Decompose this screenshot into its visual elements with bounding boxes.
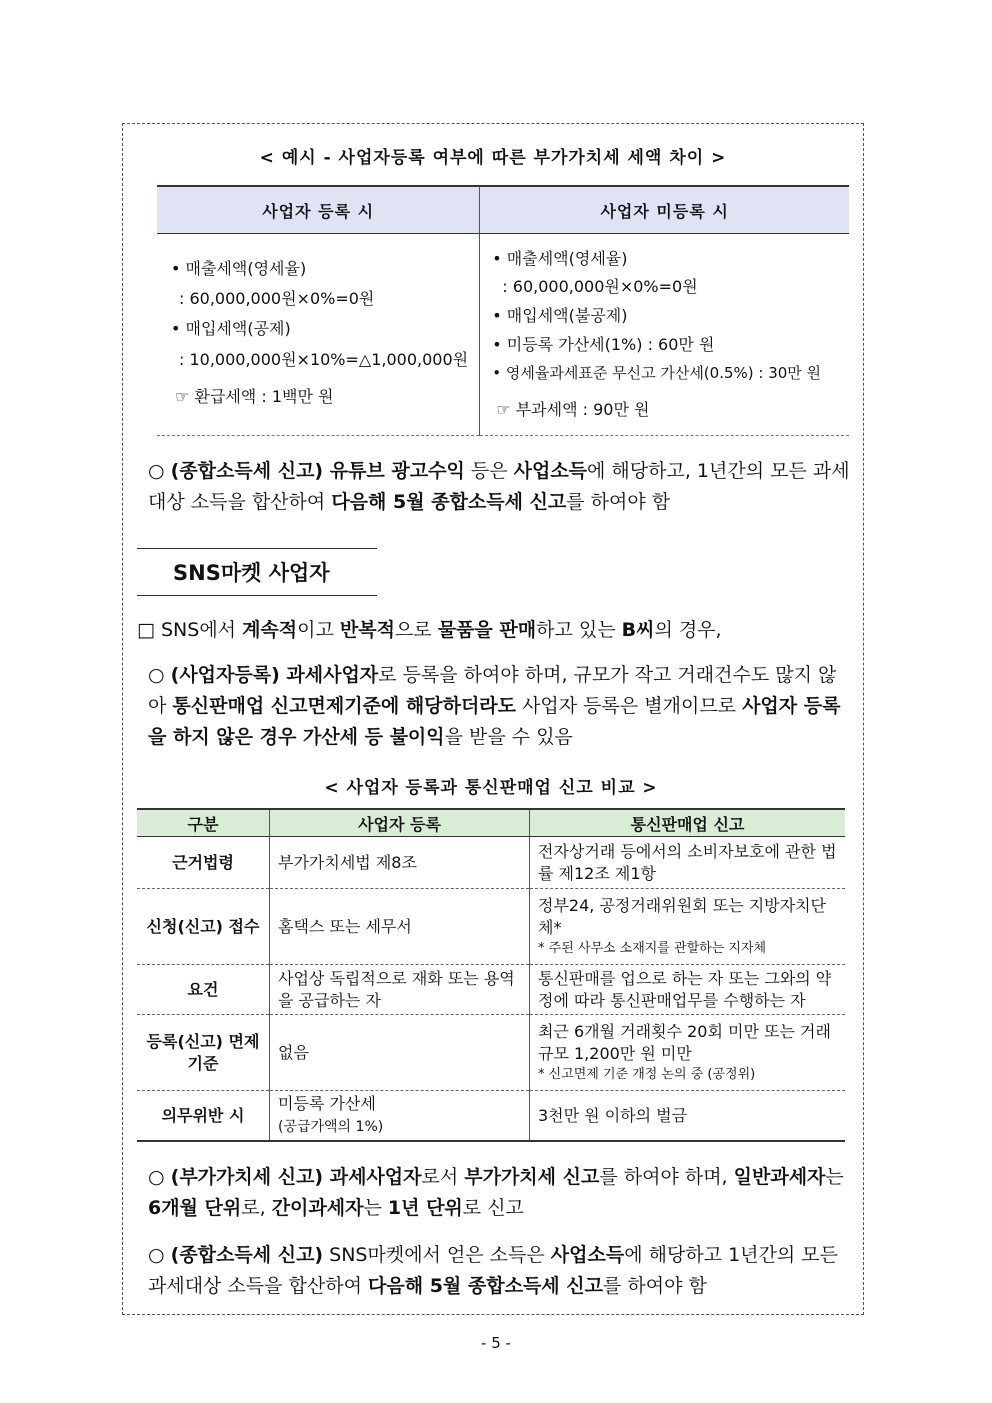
row-registration: 홈택스 또는 세무서 [270,889,530,965]
footnote: * 신고면제 기준 개정 논의 중 (공정위) [538,1066,756,1082]
row-label: 신청(신고) 접수 [137,889,270,965]
section-title: SNS마켓 사업자 [173,561,330,585]
page-number: - 5 - [481,1334,511,1352]
reg-line: : 10,000,000원×10%=△1,000,000원 [179,350,469,369]
paragraph-income-tax-sns: ○ (종합소득세 신고) SNS마켓에서 얻은 소득은 사업소득에 해당하고 1년간의 모든 과세대상 소득을 합산하여 다음해 5월 종합소득세 신고를 하여야 함 [148,1244,838,1297]
circle-bullet: ○ [148,664,165,686]
row-mail-order-text: 정부24, 공정거래위원회 또는 지방자치단체* [538,895,826,937]
unreg-line: • 영세율과세표준 무신고 가산세(0.5%) : 30만 원 [492,364,822,382]
row-mail-order [530,889,846,965]
unregistered-cell [480,234,849,436]
col-unregistered-header: 사업자 미등록 시 [480,186,849,234]
unreg-line: • 매입세액(불공제) [492,306,628,325]
section-top-rule [137,548,377,549]
circle-bullet: ○ [148,460,165,482]
header-mail-order: 통신판매업 신고 [530,809,846,837]
reg-line: • 매입세액(공제) [171,319,291,338]
paragraph-sns-case: □ SNS에서 계속적이고 반복적으로 물품을 판매하고 있는 B씨의 경우, [137,619,722,641]
refund-line: ☞ 환급세액 : 1백만 원 [175,387,334,406]
table-row [137,1091,845,1142]
row-label: 의무위반 시 [137,1091,270,1142]
row-registration: 사업상 독립적으로 재화 또는 용역을 공급하는 자 [270,965,530,1015]
vat-example-table [157,185,849,436]
header-registration: 사업자 등록 [270,809,530,837]
col-registered-header: 사업자 등록 시 [157,186,480,234]
unreg-line: : 60,000,000원×0%=0원 [502,277,698,296]
table-row [137,889,845,965]
paragraph-income-tax-youtube: ○ (종합소득세 신고) 유튜브 광고수익 등은 사업소득에 해당하고, 1년간의 모든 과세대상 소득을 합산하여 다음해 5월 종합소득세 신고를 하여야 함 [148,460,850,513]
circle-bullet: ○ [148,1166,165,1188]
unreg-line: • 매출세액(영세율) [492,249,628,268]
row-registration: 없음 [270,1015,530,1091]
row-registration [270,1091,530,1142]
paragraph-vat-filing: ○ (부가가치세 신고) 과세사업자로서 부가가치세 신고를 하여야 하며, 일반과세자는 6개월 단위로, 간이과세자는 1년 단위로 신고 [148,1166,844,1219]
header-category: 구분 [137,809,270,837]
row-label: 요건 [137,965,270,1015]
comparison-title: < 사업자 등록과 통신판매업 신고 비교 > [324,778,658,798]
reg-line: : 60,000,000원×0%=0원 [179,289,375,308]
footnote: * 주된 사무소 소재지를 관할하는 지자체 [538,940,767,956]
circle-bullet: ○ [148,1244,165,1266]
row-registration-sub: (공급가액의 1%) [278,1119,384,1135]
unreg-line: • 미등록 가산세(1%) : 60만 원 [492,335,715,354]
reg-line: • 매출세액(영세율) [171,259,307,278]
row-mail-order: 3천만 원 이하의 벌금 [530,1091,846,1142]
paragraph-business-registration: ○ (사업자등록) 과세사업자로 등록을 하여야 하며, 규모가 작고 거래건수도 많지 않아 통신판매업 신고면제기준에 해당하더라도 사업자 등록은 별개이므로 사업자 등록을 하지 않은 경우 가산세 등 불이익을 받을 수 있음 [148,664,841,748]
row-label: 근거법령 [137,837,270,889]
tax-due-line: ☞ 부과세액 : 90만 원 [496,400,650,419]
row-mail-order: 전자상거래 등에서의 소비자보호에 관한 법률 제12조 제1항 [530,837,846,889]
row-mail-order-text: 최근 6개월 거래횟수 20회 미만 또는 거래규모 1,200만 원 미만 [538,1021,831,1063]
row-registration-text: 미등록 가산세 [278,1094,376,1113]
example-title: < 예시 - 사업자등록 여부에 따른 부가가치세 세액 차이 > [259,148,727,168]
table-row [137,837,845,889]
row-mail-order: 통신판매를 업으로 하는 자 또는 그와의 약정에 따라 통신판매업무를 수행하는 자 [530,965,846,1015]
comparison-table [137,808,845,1142]
square-bullet: □ [137,619,155,641]
table-row [137,965,845,1015]
table-row [137,1015,845,1091]
section-bottom-rule [137,595,377,596]
row-label: 등록(신고) 면제기준 [137,1015,270,1091]
row-registration: 부가가치세법 제8조 [270,837,530,889]
registered-cell [157,234,480,436]
row-mail-order [530,1015,846,1091]
